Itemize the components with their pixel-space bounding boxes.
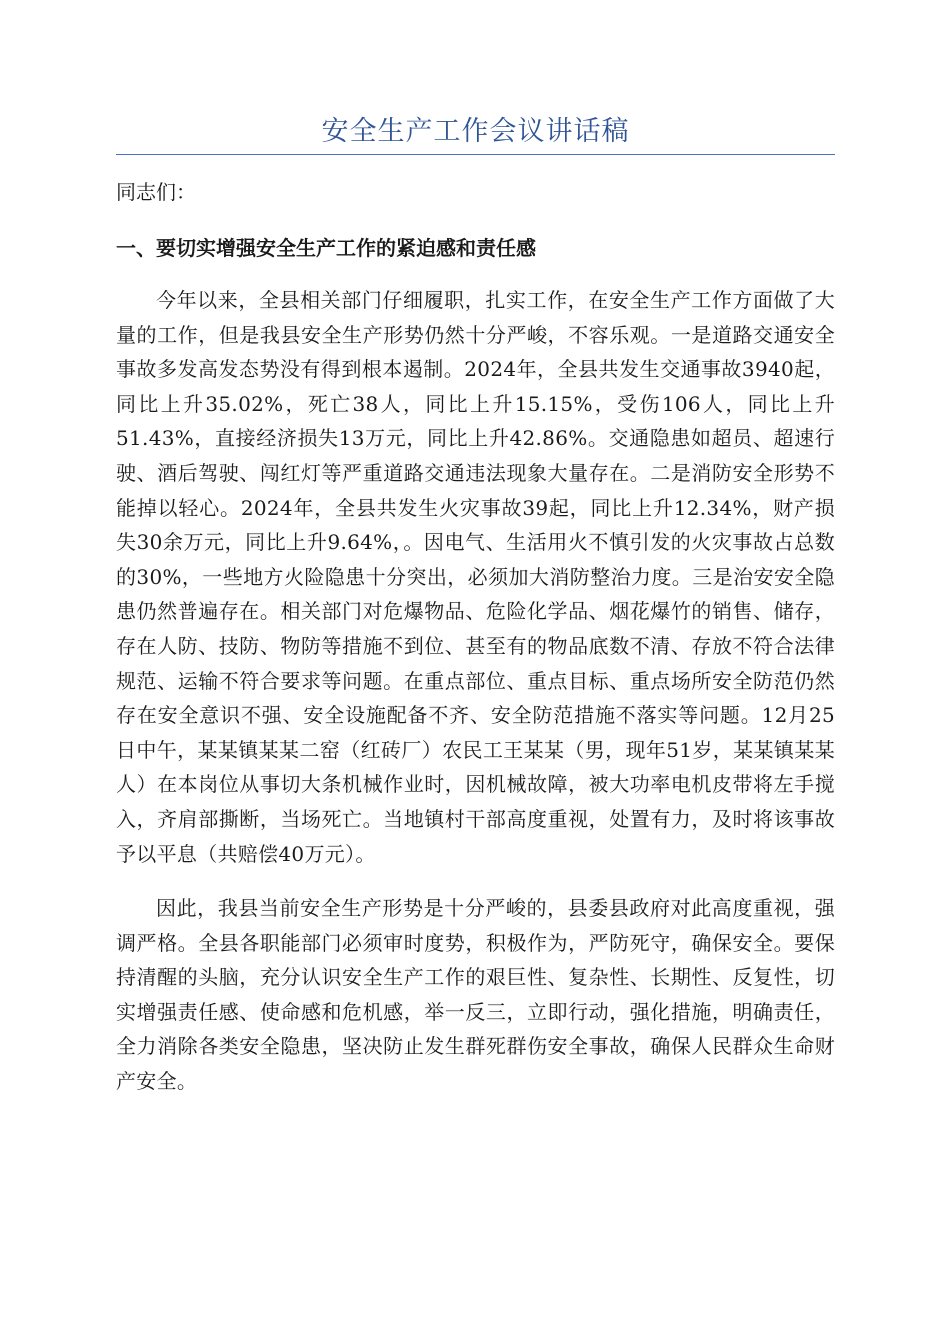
body-paragraph-1: 今年以来，全县相关部门仔细履职，扎实工作，在安全生产工作方面做了大量的工作，但是我县安全生产形势仍然十分严峻，不容乐观。一是道路交通安全事故多发高发态势没有得到根本遏制。2024年，全县共发生交通事故3940起，同比上升35.02%，死亡38人，同比上升15.15%，受伤106人，同比上升51.43%，直接经济损失13万元，同比上升42.86%。交通隐患如超员、超速行驶、酒后驾驶、闯红灯等严重道路交通违法现象大量存在。二是消防安全形势不能掉以轻心。2024年，全县共发生火灾事故39起，同比上升12.34%，财产损失30余万元，同比上升9.64%，。因电气、生活用火不慎引发的火灾事故占总数的30%，一些地方火险隐患十分突出，必须加大消防整治力度。三是治安安全隐患仍然普遍存在。相关部门对危爆物品、危险化学品、烟花爆竹的销售、储存，存在人防、技防、物防等措施不到位、甚至有的物品底数不清、存放不符合法律规范、运输不符合要求等问题。在重点部位、重点目标、重点场所安全防范仍然存在安全意识不强、安全设施配备不齐、安全防范措施不落实等问题。12月25日中午，某某镇某某二窑（红砖厂）农民工王某某（男，现年51岁，某某镇某某人）在本岗位从事切大条机械作业时，因机械故障，被大功率电机皮带将左手搅入，齐肩部撕断，当场死亡。当地镇村干部高度重视，处置有力，及时将该事故予以平息（共赔偿40万元）。 xyxy=(116,288,835,866)
document-title: 安全生产工作会议讲话稿 xyxy=(116,112,835,155)
salutation: 同志们： xyxy=(116,180,196,204)
section-heading: 一、要切实增强安全生产工作的紧迫感和责任感 xyxy=(116,236,536,260)
body-paragraph-2: 因此，我县当前安全生产形势是十分严峻的，县委县政府对此高度重视，强调严格。全县各职能部门必须审时度势，积极作为，严防死守，确保安全。要保持清醒的头脑，充分认识安全生产工作的艰巨性、复杂性、长期性、反复性，切实增强责任感、使命感和危机感，举一反三，立即行动，强化措施，明确责任，全力消除各类安全隐患，坚决防止发生群死群伤安全事故，确保人民群众生命财产安全。 xyxy=(116,896,835,1094)
document-page xyxy=(116,112,835,1099)
